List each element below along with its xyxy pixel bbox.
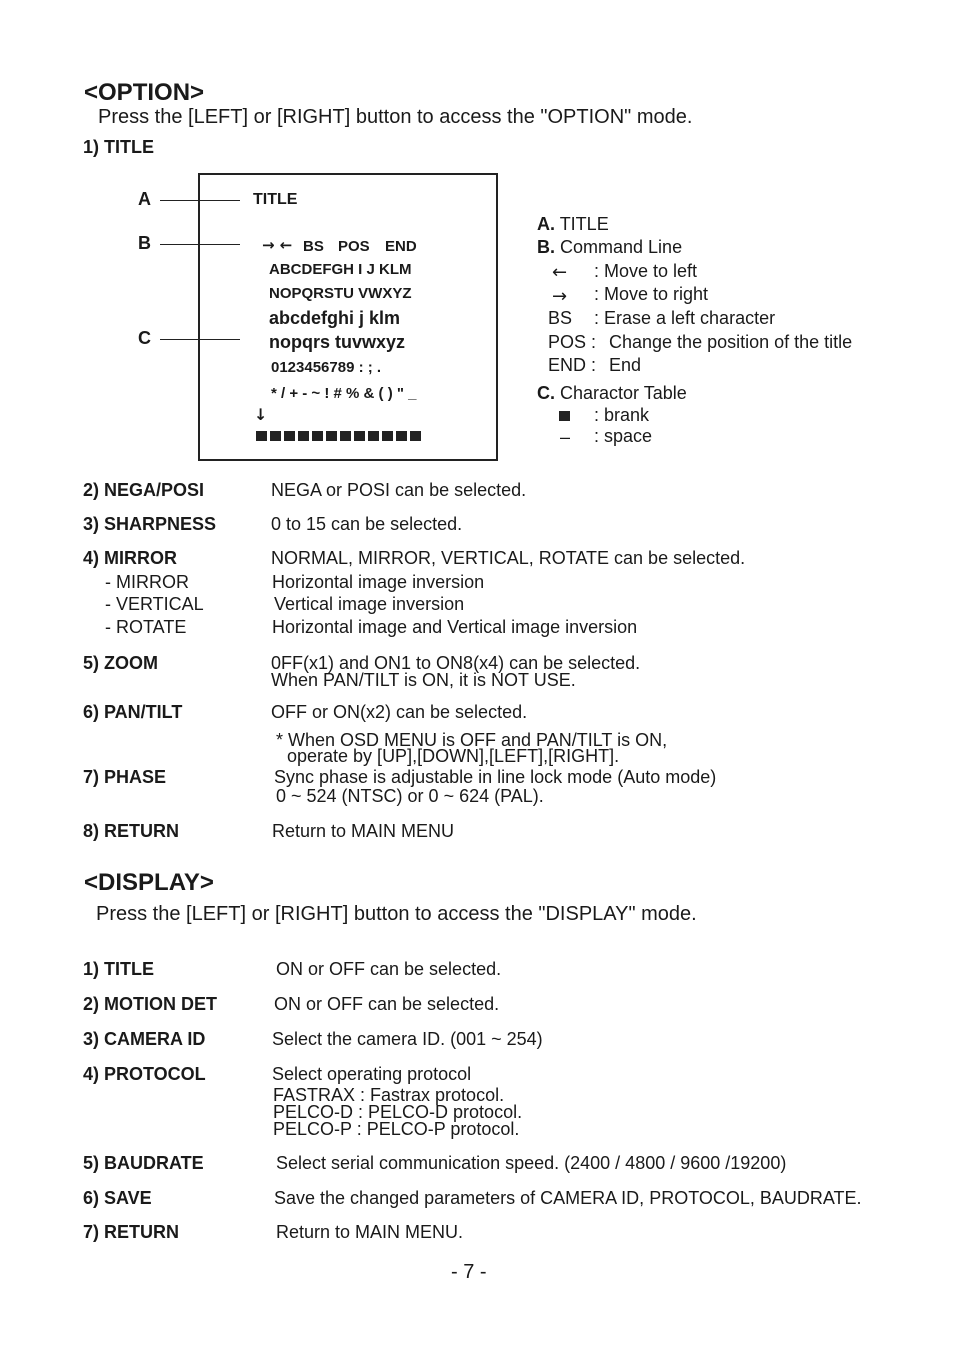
option-intro: Press the [LEFT] or [RIGHT] button to access the "OPTION" mode. <box>98 106 693 128</box>
char-row-upper-1: ABCDEFGH I J KLM <box>269 261 412 278</box>
brank-block <box>298 431 309 441</box>
baudrate-label: 5) BAUDRATE <box>83 1153 204 1173</box>
space-dash-icon: – <box>560 427 571 447</box>
char-row-upper-2: NOPQRSTU VWXYZ <box>269 285 412 302</box>
brank-block <box>382 431 393 441</box>
legend-b: B. Command Line <box>537 237 683 257</box>
brank-blocks-row <box>256 431 424 443</box>
legend-end-text: End <box>609 355 642 375</box>
protocol-label: 4) PROTOCOL <box>83 1064 206 1084</box>
option-return-text: Return to MAIN MENU <box>272 821 455 841</box>
protocol-fastrax: FASTRAX : Fastrax protocol. <box>273 1085 505 1105</box>
pan-tilt-text: OFF or ON(x2) can be selected. <box>271 702 528 722</box>
mirror-text: NORMAL, MIRROR, VERTICAL, ROTATE can be selected. <box>271 548 746 568</box>
command-pos: POS <box>338 238 370 255</box>
legend-space-text: : space <box>594 426 653 446</box>
mirror-label: 4) MIRROR <box>83 548 177 568</box>
save-text: Save the changed parameters of CAMERA ID, PROTOCOL, BAUDRATE. <box>274 1188 862 1208</box>
left-arrow-icon: ← <box>552 262 568 283</box>
sub-rotate-text: Horizontal image and Vertical image inversion <box>272 617 638 637</box>
phase-label: 7) PHASE <box>83 767 167 787</box>
brank-block <box>368 431 379 441</box>
brank-block <box>256 431 267 441</box>
brank-block <box>312 431 323 441</box>
display-heading: <DISPLAY> <box>84 869 214 896</box>
brank-block <box>340 431 351 441</box>
pan-tilt-label: 6) PAN/TILT <box>83 702 183 722</box>
option-title-label: 1) TITLE <box>83 137 154 157</box>
legend-right-text: : Move to right <box>594 284 709 304</box>
brank-block <box>326 431 337 441</box>
phase-text-2: 0 ~ 524 (NTSC) or 0 ~ 624 (PAL). <box>276 786 544 806</box>
legend-c: C. Charactor Table <box>537 383 687 403</box>
pan-tilt-note-1: * When OSD MENU is OFF and PAN/TILT is ON, <box>276 730 668 750</box>
sub-vertical-label: - VERTICAL <box>105 594 204 614</box>
motion-det-label: 2) MOTION DET <box>83 994 217 1014</box>
display-title-label: 1) TITLE <box>83 959 154 979</box>
pointer-a-label: A <box>138 189 151 209</box>
osd-screen-diagram <box>198 173 498 461</box>
legend-bs-sym: BS <box>548 308 573 328</box>
legend-end-sym: END : <box>548 355 597 375</box>
nega-posi-label: 2) NEGA/POSI <box>83 480 205 500</box>
char-row-lower-2: nopqrs tuvwxyz <box>269 332 406 352</box>
command-arrows: → ← <box>262 236 293 254</box>
zoom-label: 5) ZOOM <box>83 653 158 673</box>
display-return-label: 7) RETURN <box>83 1222 180 1242</box>
pan-tilt-note-2: operate by [UP],[DOWN],[LEFT],[RIGHT]. <box>287 746 620 766</box>
char-row-digits: 0123456789 : ; . <box>271 359 382 376</box>
brank-block <box>270 431 281 441</box>
char-row-symbols: * / + - ~ ! # % & ( ) " _ <box>271 385 417 402</box>
brank-block-icon <box>559 411 570 421</box>
legend-pos-text: Change the position of the title <box>609 332 853 352</box>
legend-pos-sym: POS : <box>548 332 597 352</box>
brank-block <box>410 431 421 441</box>
option-return-label: 8) RETURN <box>83 821 180 841</box>
sub-mirror-text: Horizontal image inversion <box>272 572 485 592</box>
display-return-text: Return to MAIN MENU. <box>276 1222 464 1242</box>
sub-vertical-text: Vertical image inversion <box>274 594 465 614</box>
sub-mirror-label: - MIRROR <box>105 572 189 592</box>
baudrate-text: Select serial communication speed. (2400 / 4800 / 9600 /19200) <box>276 1153 787 1173</box>
protocol-pelco-d: PELCO-D : PELCO-D protocol. <box>273 1102 523 1122</box>
phase-text-1: Sync phase is adjustable in line lock mode (Auto mode) <box>274 767 717 787</box>
protocol-text: Select operating protocol <box>272 1064 472 1084</box>
sharpness-text: 0 to 15 can be selected. <box>271 514 463 534</box>
sharpness-label: 3) SHARPNESS <box>83 514 217 534</box>
char-row-lower-1: abcdefghi j klm <box>269 308 401 328</box>
command-bs: BS <box>303 238 324 255</box>
brank-block <box>284 431 295 441</box>
motion-det-text: ON or OFF can be selected. <box>274 994 500 1014</box>
pointer-c-label: C <box>138 328 151 348</box>
display-title-text: ON or OFF can be selected. <box>276 959 502 979</box>
nega-posi-text: NEGA or POSI can be selected. <box>271 480 527 500</box>
page-number: - 7 - <box>451 1261 487 1283</box>
legend-brank-text: : brank <box>594 405 650 425</box>
camera-id-label: 3) CAMERA ID <box>83 1029 206 1049</box>
right-arrow-icon: → <box>552 286 568 307</box>
brank-block <box>396 431 407 441</box>
down-arrow-icon: ↓ <box>254 405 268 424</box>
zoom-text-2: When PAN/TILT is ON, it is NOT USE. <box>271 670 576 690</box>
sub-rotate-label: - ROTATE <box>105 617 187 637</box>
camera-id-text: Select the camera ID. (001 ~ 254) <box>272 1029 543 1049</box>
pointer-b-label: B <box>138 233 151 253</box>
zoom-text-1: 0FF(x1) and ON1 to ON8(x4) can be selected. <box>271 653 641 673</box>
legend-a: A. TITLE <box>537 214 609 234</box>
brank-block <box>354 431 365 441</box>
screen-title: TITLE <box>253 191 298 208</box>
save-label: 6) SAVE <box>83 1188 152 1208</box>
legend-left-text: : Move to left <box>594 261 698 281</box>
option-heading: <OPTION> <box>84 79 205 106</box>
legend-bs-text: : Erase a left character <box>594 308 776 328</box>
command-end: END <box>385 238 417 255</box>
display-intro: Press the [LEFT] or [RIGHT] button to access the "DISPLAY" mode. <box>96 903 697 925</box>
protocol-pelco-p: PELCO-P : PELCO-P protocol. <box>273 1119 520 1139</box>
